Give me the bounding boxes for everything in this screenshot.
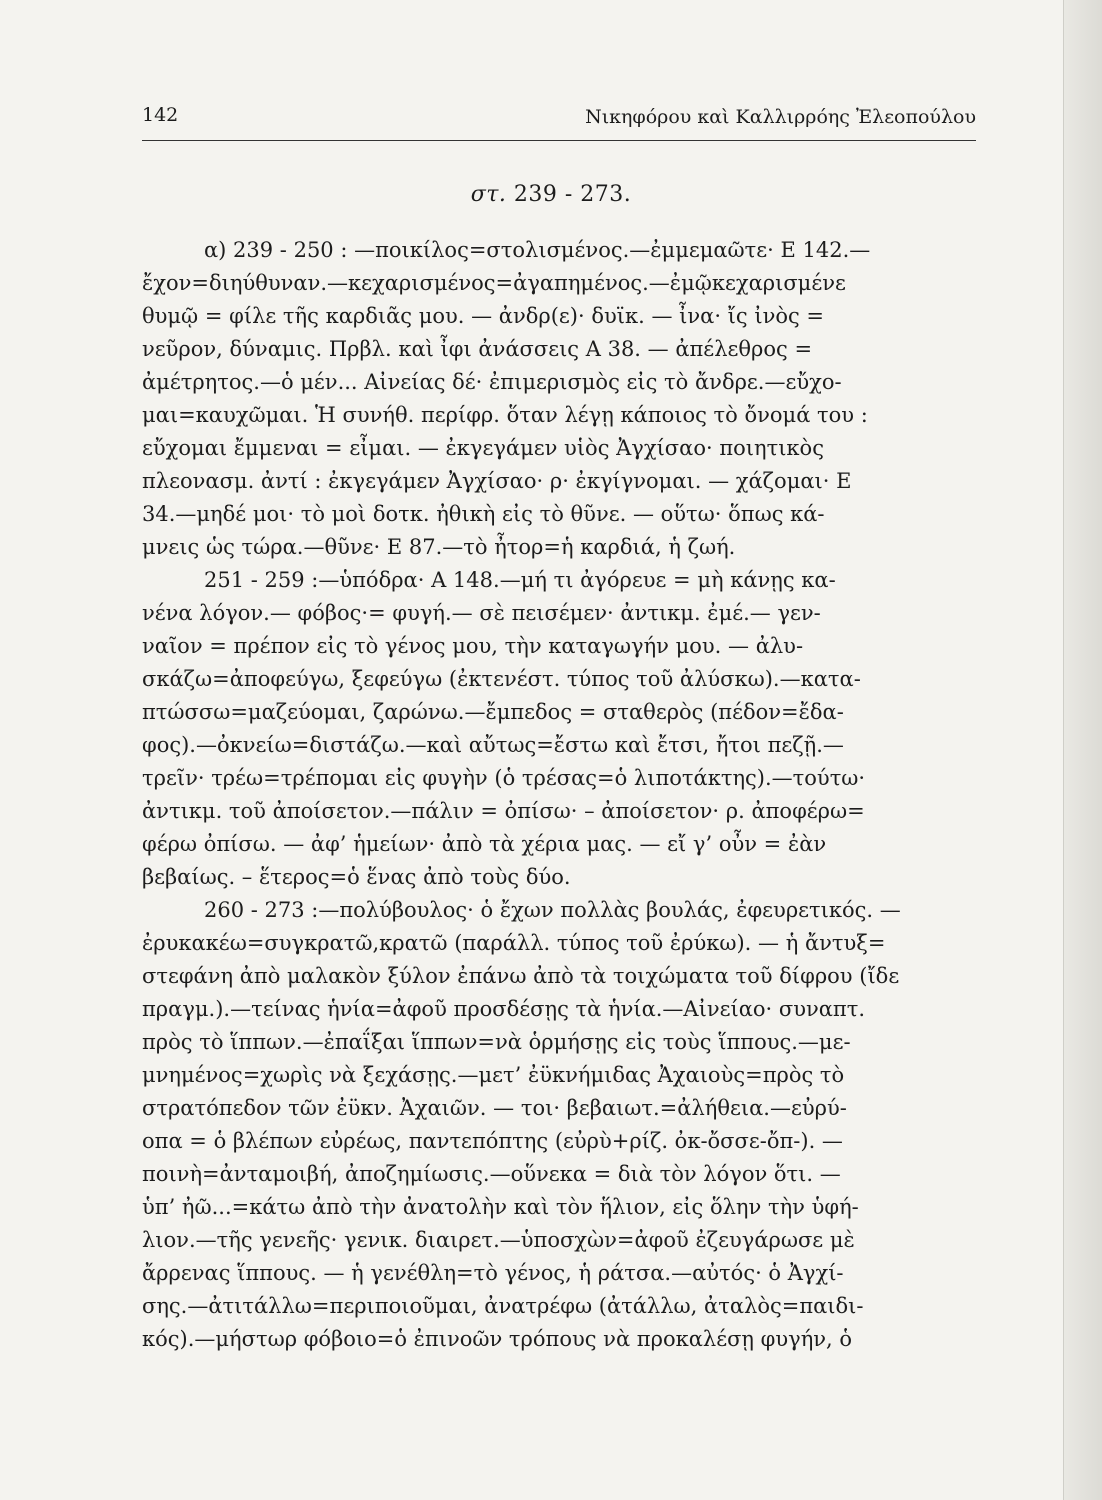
- text-line: κός).—μήστωρ φόβοιο=ὁ ἐπινοῶν τρόπους νὰ προκαλέσῃ φυγήν, ὁ: [142, 1327, 853, 1351]
- text-line: βεβαίως. – ἕτερος=ὁ ἕνας ἀπὸ τοὺς δύο.: [142, 865, 571, 889]
- text-line: ναῖον = πρέπον εἰς τὸ γένος μου, τὴν καταγωγήν μου. — ἀλυ-: [142, 634, 804, 658]
- text-line: πλεονασμ. ἀντί : ἐκγεγάμεν Ἀγχίσαο· ρ· ἐκγίγνομαι. — χάζομαι· Ε: [142, 469, 852, 493]
- page-edge: [1063, 0, 1102, 1500]
- text-line: φέρω ὀπίσω. — ἀφ’ ἡμείων· ἀπὸ τὰ χέρια μας. — εἴ γ’ οὖν = ἐὰν: [142, 832, 827, 856]
- text-line: 251 - 259 :—ὑπόδρα· Α 148.—μή τι ἀγόρευε = μὴ κάνῃς κα-: [204, 568, 836, 592]
- text-line: ἄρρενας ἵππους. — ἡ γενέθλη=τὸ γένος, ἡ ράτσα.—αὐτός· ὁ Ἀγχί-: [142, 1261, 844, 1285]
- text-line: ἀμέτρητος.—ὁ μέν... Αἰνείας δέ· ἐπιμερισμὸς εἰς τὸ ἄνδρε.—εὔχο-: [142, 370, 842, 394]
- header-rule: [142, 140, 976, 141]
- text-line: σης.—ἀτιτάλλω=περιποιοῦμαι, ἀνατρέφω (ἀτάλλω, ἀταλὸς=παιδι-: [142, 1294, 864, 1318]
- section-abbr: στ.: [470, 182, 507, 207]
- page-header: [142, 98, 976, 138]
- body-text: [142, 234, 984, 1356]
- text-line: α) 239 - 250 : —ποικίλος=στολισμένος.—ἐμμεμαῶτε· Ε 142.—: [204, 238, 871, 262]
- text-line: τρεῖν· τρέω=τρέπομαι εἰς φυγὴν (ὁ τρέσας=ὁ λιποτάκτης).—τούτω·: [142, 766, 866, 790]
- text-line: μνεις ὡς τώρα.—θῦνε· Ε 87.—τὸ ἦτορ=ἡ καρδιά, ἡ ζωή.: [142, 535, 736, 559]
- text-line: ἔχον=διηύθυναν.—κεχαρισμένος=ἀγαπημένος.—ἐμῷκεχαρισμένε: [142, 271, 846, 295]
- text-line: ὑπ’ ἠῶ...=κάτω ἀπὸ τὴν ἀνατολὴν καὶ τὸν ἥλιον, εἰς ὅλην τὴν ὑφή-: [142, 1195, 859, 1219]
- text-line: θυμῷ = φίλε τῆς καρδιᾶς μου. — ἀνδρ(ε)· δυϊκ. — ἶνα· ἴς ἰνὸς =: [142, 304, 825, 328]
- section-range: 239 - 273.: [513, 182, 632, 207]
- text-line: πτώσσω=μαζεύομαι, ζαρώνω.—ἔμπεδος = σταθερὸς (πέδον=ἔδα-: [142, 700, 844, 724]
- text-line: νεῦρον, δύναμις. Πρβλ. καὶ ἶφι ἀνάσσεις Α 38. — ἀπέλεθρος =: [142, 337, 813, 361]
- text-line: μνημένος=χωρὶς νὰ ξεχάσῃς.—μετ’ ἐϋκνήμιδας Ἀχαιοὺς=πρὸς τὸ: [142, 1063, 845, 1087]
- text-line: στρατόπεδον τῶν ἐϋκν. Ἀχαιῶν. — τοι· βεβαιωτ.=ἀλήθεια.—εὐρύ-: [142, 1096, 847, 1120]
- text-line: ἀντικμ. τοῦ ἀποίσετον.—πάλιν = ὀπίσω· – ἀποίσετον· ρ. ἀποφέρω=: [142, 799, 865, 823]
- text-line: πραγμ.).—τείνας ἡνία=ἀφοῦ προσδέσῃς τὰ ἡνία.—Αἰνείαο· συναπτ.: [142, 997, 866, 1021]
- text-line: φος).—ὀκνείω=διστάζω.—καὶ αὔτως=ἔστω καὶ ἔτσι, ἤτοι πεζῇ.—: [142, 733, 844, 757]
- text-line: σκάζω=ἀποφεύγω, ξεφεύγω (ἐκτενέστ. τύπος τοῦ ἀλύσκω).—κατα-: [142, 667, 861, 691]
- text-line: μαι=καυχῶμαι. Ἡ συνήθ. περίφρ. ὅταν λέγῃ κάποιος τὸ ὄνομά του :: [142, 403, 868, 427]
- page-number: 142: [142, 104, 179, 126]
- section-heading: [0, 182, 1102, 207]
- text-line: ἐρυκακέω=συγκρατῶ,κρατῶ (παράλλ. τύπος τοῦ ἐρύκω). — ἡ ἄντυξ=: [142, 931, 886, 955]
- text-line: 34.—μηδέ μοι· τὸ μοὶ δοτκ. ἠθικὴ εἰς τὸ θῦνε. — οὕτω· ὅπως κά-: [142, 502, 825, 526]
- text-line: στεφάνη ἀπὸ μαλακὸν ξύλον ἐπάνω ἀπὸ τὰ τοιχώματα τοῦ δίφρου (ἴδε: [142, 964, 900, 988]
- text-line: νένα λόγον.— φόβος·= φυγή.— σὲ πεισέμεν· ἀντικμ. ἐμέ.— γεν-: [142, 601, 821, 625]
- text-line: πρὸς τὸ ἵππων.—ἐπαΐξαι ἵππων=νὰ ὁρμήσῃς εἰς τοὺς ἵππους.—με-: [142, 1030, 851, 1054]
- running-title: Νικηφόρου καὶ Καλλιρρόης Ἐλεοπούλου: [585, 106, 976, 128]
- text-line: οπα = ὁ βλέπων εὐρέως, παντεπόπτης (εὐρὺ+ρίζ. ὀκ-ὄσσε-ὄπ-). —: [142, 1129, 843, 1153]
- text-line: εὔχομαι ἔμμεναι = εἶμαι. — ἐκγεγάμεν υἱὸς Ἀγχίσαο· ποιητικὸς: [142, 436, 824, 460]
- text-line: ποινὴ=ἀνταμοιβή, ἀποζημίωσις.—οὕνεκα = διὰ τὸν λόγον ὅτι. —: [142, 1162, 841, 1186]
- text-line: λιον.—τῆς γενεῆς· γενικ. διαιρετ.—ὑποσχὼν=ἀφοῦ ἐζευγάρωσε μὲ: [142, 1228, 855, 1252]
- text-line: 260 - 273 :—πολύβουλος· ὁ ἔχων πολλὰς βουλάς, ἐφευρετικός. —: [204, 898, 901, 922]
